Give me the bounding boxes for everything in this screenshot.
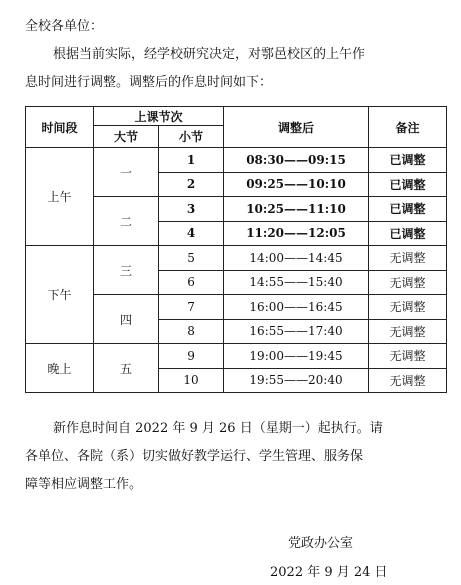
period-cell: 下午 [26,246,94,344]
small-section-cell: 10 [159,368,224,393]
time-cell: 16:00——16:45 [224,295,369,320]
closing-line-3: 障等相应调整工作。 [25,477,143,492]
header-adjusted: 调整后 [224,107,369,148]
header-big-section: 大节 [94,126,159,148]
table-row [26,246,447,271]
time-cell: 10:25——11:10 [224,197,369,222]
small-section-cell: 4 [159,221,224,246]
small-section-cell: 2 [159,172,224,197]
greeting: 全校各单位： [25,19,104,34]
time-cell: 14:00——14:45 [224,246,369,271]
remark-cell: 无调整 [369,270,447,295]
big-section-cell: 四 [94,295,159,344]
time-cell: 11:20——12:05 [224,221,369,246]
header-remark: 备注 [369,107,447,148]
small-section-cell: 9 [159,344,224,369]
remark-cell: 无调整 [369,368,447,393]
big-section-cell: 五 [94,344,159,393]
small-section-cell: 5 [159,246,224,271]
header-period: 时间段 [26,107,94,148]
big-section-cell: 二 [94,197,159,246]
remark-cell: 已调整 [369,148,447,173]
signature-date: 2022 年 9 月 24 日 [270,565,388,580]
schedule-table [25,106,447,393]
small-section-cell: 6 [159,270,224,295]
time-cell: 14:55——15:40 [224,270,369,295]
remark-cell: 无调整 [369,295,447,320]
period-cell: 晚上 [26,344,94,393]
remark-cell: 已调整 [369,221,447,246]
small-section-cell: 7 [159,295,224,320]
time-cell: 19:55——20:40 [224,368,369,393]
table-row [26,148,447,173]
time-cell: 09:25——10:10 [224,172,369,197]
time-cell: 16:55——17:40 [224,319,369,344]
period-cell: 上午 [26,148,94,246]
big-section-cell: 三 [94,246,159,295]
header-class-section: 上课节次 [94,107,224,126]
remark-cell: 无调整 [369,319,447,344]
intro-line-2: 息时间进行调整。调整后的作息时间如下： [25,75,273,90]
remark-cell: 无调整 [369,344,447,369]
table-header-row [26,107,447,126]
remark-cell: 无调整 [369,246,447,271]
remark-cell: 已调整 [369,197,447,222]
time-cell: 19:00——19:45 [224,344,369,369]
intro-line-1: 根据当前实际，经学校研究决定，对鄠邑校区的上午作 [53,47,366,62]
time-cell: 08:30——09:15 [224,148,369,173]
table-row [26,344,447,369]
closing-line-2: 各单位、各院（系）切实做好教学运行、学生管理、服务保 [25,449,364,464]
header-small-section: 小节 [159,126,224,148]
small-section-cell: 3 [159,197,224,222]
closing-line-1: 新作息时间自 2022 年 9 月 26 日（星期一）起执行。请 [53,421,383,436]
big-section-cell: 一 [94,148,159,197]
remark-cell: 已调整 [369,172,447,197]
small-section-cell: 8 [159,319,224,344]
small-section-cell: 1 [159,148,224,173]
signature-office: 党政办公室 [288,536,354,551]
